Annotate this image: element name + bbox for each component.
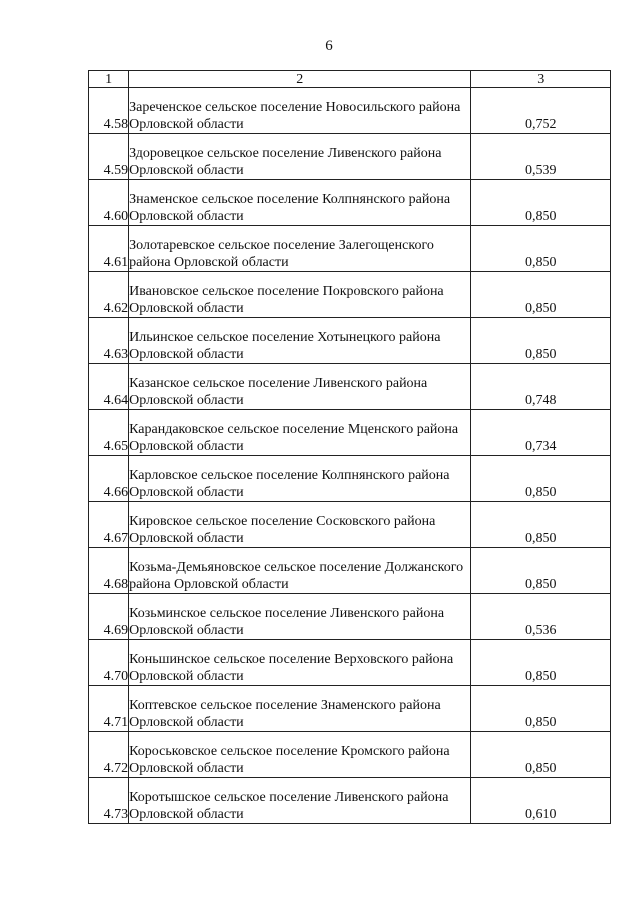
row-number: 4.64 [89, 364, 129, 410]
coefficient-value: 0,850 [471, 318, 611, 364]
header-cell-3: 3 [471, 71, 611, 88]
coefficient-value: 0,850 [471, 180, 611, 226]
table-row [89, 456, 611, 502]
coefficient-value: 0,539 [471, 134, 611, 180]
row-number: 4.62 [89, 272, 129, 318]
row-number: 4.67 [89, 502, 129, 548]
table-row [89, 410, 611, 456]
table-row [89, 732, 611, 778]
coefficient-value: 0,850 [471, 456, 611, 502]
coefficient-value: 0,850 [471, 272, 611, 318]
settlement-name: Казанское сельское поселение Ливенского района Орловской области [129, 364, 471, 410]
row-number: 4.60 [89, 180, 129, 226]
coefficient-value: 0,850 [471, 640, 611, 686]
table-row [89, 686, 611, 732]
table-row [89, 502, 611, 548]
settlement-name: Карловское сельское поселение Колпнянского района Орловской области [129, 456, 471, 502]
table-row [89, 548, 611, 594]
settlement-name: Козьминское сельское поселение Ливенского района Орловской области [129, 594, 471, 640]
settlement-name: Здоровецкое сельское поселение Ливенского района Орловской области [129, 134, 471, 180]
settlement-name: Коньшинское сельское поселение Верховского района Орловской области [129, 640, 471, 686]
settlement-name: Короськовское сельское поселение Кромского района Орловской области [129, 732, 471, 778]
coefficient-value: 0,850 [471, 502, 611, 548]
row-number: 4.70 [89, 640, 129, 686]
row-number: 4.71 [89, 686, 129, 732]
coefficient-value: 0,850 [471, 686, 611, 732]
coefficient-value: 0,850 [471, 548, 611, 594]
coefficient-value: 0,734 [471, 410, 611, 456]
data-table [88, 70, 611, 824]
row-number: 4.58 [89, 88, 129, 134]
settlement-name: Зареченское сельское поселение Новосильского района Орловской области [129, 88, 471, 134]
page-number: 6 [325, 38, 333, 54]
table-row [89, 364, 611, 410]
row-number: 4.61 [89, 226, 129, 272]
row-number: 4.65 [89, 410, 129, 456]
row-number: 4.73 [89, 778, 129, 824]
table-header-row [89, 71, 611, 88]
settlement-name: Ильинское сельское поселение Хотынецкого района Орловской области [129, 318, 471, 364]
coefficient-value: 0,536 [471, 594, 611, 640]
settlement-name: Кировское сельское поселение Сосковского района Орловской области [129, 502, 471, 548]
row-number: 4.69 [89, 594, 129, 640]
settlement-name: Золотаревское сельское поселение Залегощенского района Орловской области [129, 226, 471, 272]
row-number: 4.59 [89, 134, 129, 180]
table-row [89, 594, 611, 640]
coefficient-value: 0,748 [471, 364, 611, 410]
settlement-name: Коротышское сельское поселение Ливенского района Орловской области [129, 778, 471, 824]
settlement-name: Знаменское сельское поселение Колпнянского района Орловской области [129, 180, 471, 226]
table-row [89, 272, 611, 318]
settlement-name: Козьма-Демьяновское сельское поселение Должанского района Орловской области [129, 548, 471, 594]
row-number: 4.63 [89, 318, 129, 364]
table-row [89, 180, 611, 226]
header-cell-2: 2 [129, 71, 471, 88]
coefficient-value: 0,850 [471, 226, 611, 272]
coefficient-value: 0,850 [471, 732, 611, 778]
table-row [89, 778, 611, 824]
row-number: 4.68 [89, 548, 129, 594]
table-row [89, 640, 611, 686]
table-row [89, 318, 611, 364]
table-row [89, 134, 611, 180]
settlement-name: Ивановское сельское поселение Покровского района Орловской области [129, 272, 471, 318]
settlement-name: Карандаковское сельское поселение Мценского района Орловской области [129, 410, 471, 456]
coefficient-value: 0,752 [471, 88, 611, 134]
table-row [89, 226, 611, 272]
settlement-name: Коптевское сельское поселение Знаменского района Орловской области [129, 686, 471, 732]
row-number: 4.72 [89, 732, 129, 778]
header-cell-1: 1 [89, 71, 129, 88]
row-number: 4.66 [89, 456, 129, 502]
coefficient-value: 0,610 [471, 778, 611, 824]
table-row [89, 88, 611, 134]
